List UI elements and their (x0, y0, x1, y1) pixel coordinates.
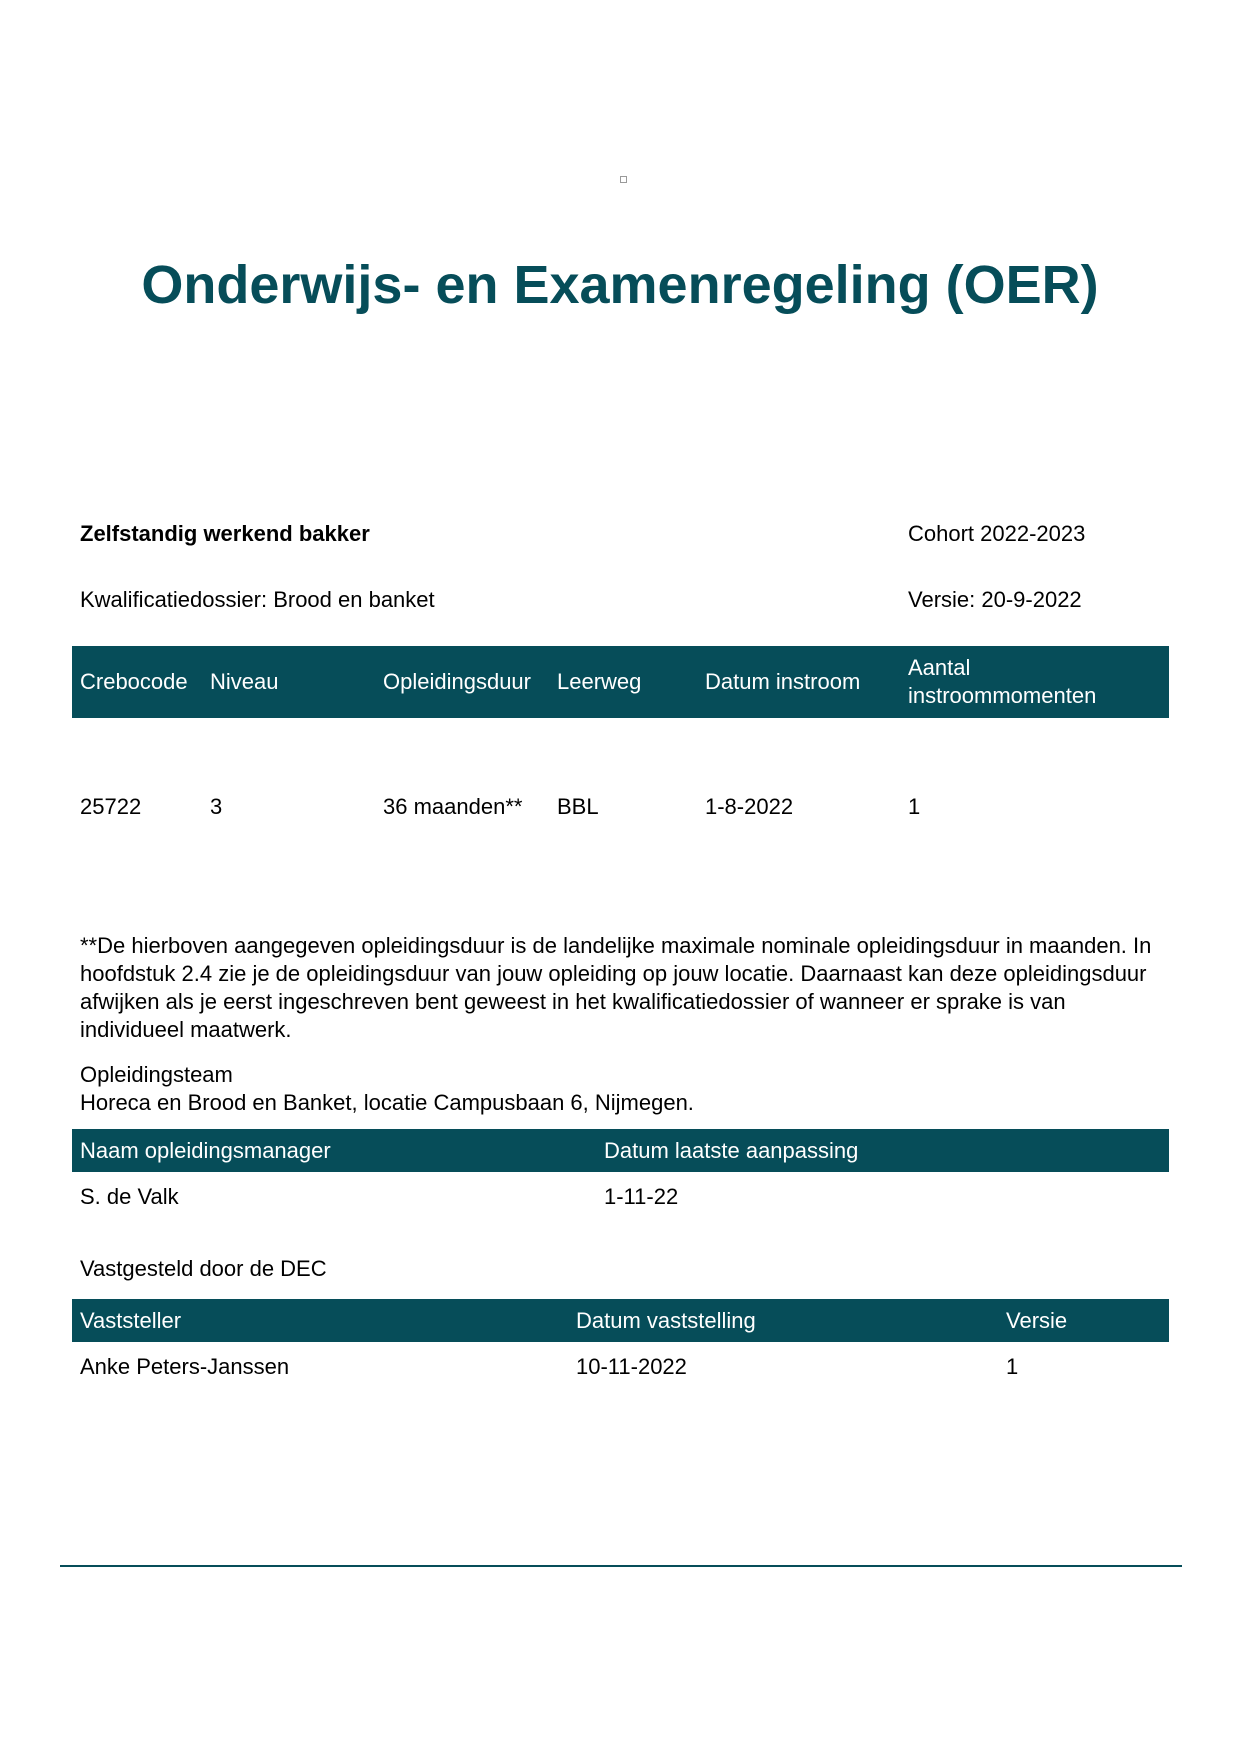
table-header-row (72, 1129, 1169, 1172)
table-header-row (72, 646, 1169, 718)
program-details-table (72, 646, 1169, 896)
footer-divider (60, 1565, 1182, 1567)
placeholder-marker-icon (620, 176, 627, 183)
team-label: Opleidingsteam (80, 1062, 233, 1087)
team-block (80, 1061, 694, 1117)
program-name: Zelfstandig werkend bakker (80, 521, 370, 546)
cell-niveau: 3 (210, 794, 223, 819)
header-aantal-instroommomenten: Aantal instroommomenten (900, 646, 1169, 718)
cell-aantal-instroommomenten: 1 (908, 794, 921, 819)
header-laatste-aanpassing: Datum laatste aanpassing (596, 1129, 1169, 1172)
table-header-row (72, 1299, 1169, 1342)
header-versie: Versie (998, 1299, 1169, 1342)
header-crebocode: Crebocode (72, 646, 202, 718)
dec-table (72, 1299, 1169, 1392)
cell-opleidingsduur: 36 maanden** (383, 794, 523, 819)
table-row (72, 718, 1169, 896)
qualification-dossier: Kwalificatiedossier: Brood en banket (80, 587, 435, 612)
cell-leerweg: BBL (557, 794, 599, 819)
table-row (72, 1342, 1169, 1392)
header-datum-vaststelling: Datum vaststelling (568, 1299, 998, 1342)
header-vaststeller: Vaststeller (72, 1299, 568, 1342)
document-title: Onderwijs- en Examenregeling (OER) (141, 255, 1099, 315)
header-niveau: Niveau (202, 646, 375, 718)
manager-table (72, 1129, 1169, 1222)
dec-label: Vastgesteld door de DEC (80, 1256, 327, 1281)
cell-vaststeller: Anke Peters-Janssen (80, 1354, 290, 1379)
team-location: Horeca en Brood en Banket, locatie Campusbaan 6, Nijmegen. (80, 1090, 694, 1115)
cell-laatste-aanpassing: 1-11-22 (604, 1184, 679, 1209)
header-opleidingsduur: Opleidingsduur (375, 646, 549, 718)
header-leerweg: Leerweg (549, 646, 697, 718)
version-label: Versie: 20-9-2022 (908, 587, 1082, 612)
cell-versie: 1 (1006, 1354, 1019, 1379)
cell-crebocode: 25722 (80, 794, 142, 819)
header-datum-instroom: Datum instroom (697, 646, 900, 718)
cell-opleidingsmanager: S. de Valk (80, 1184, 179, 1209)
table-row (72, 1172, 1169, 1222)
cell-datum-instroom: 1-8-2022 (705, 794, 794, 819)
cohort-label: Cohort 2022-2023 (908, 521, 1086, 546)
header-opleidingsmanager: Naam opleidingsmanager (72, 1129, 596, 1172)
cell-datum-vaststelling: 10-11-2022 (576, 1354, 687, 1379)
duration-footnote: **De hierboven aangegeven opleidingsduur is de landelijke maximale nominale opleidingsduur in maanden. In hoofdstuk 2.4 zie je de opleidingsduur van jouw opleiding op jouw locatie. Daarnaast kan deze opleidingsduur afwijken als je eerst ingeschreven bent geweest in het kwalificatiedossier of wanneer er sprake is van individueel maatwerk. (80, 933, 1152, 1042)
